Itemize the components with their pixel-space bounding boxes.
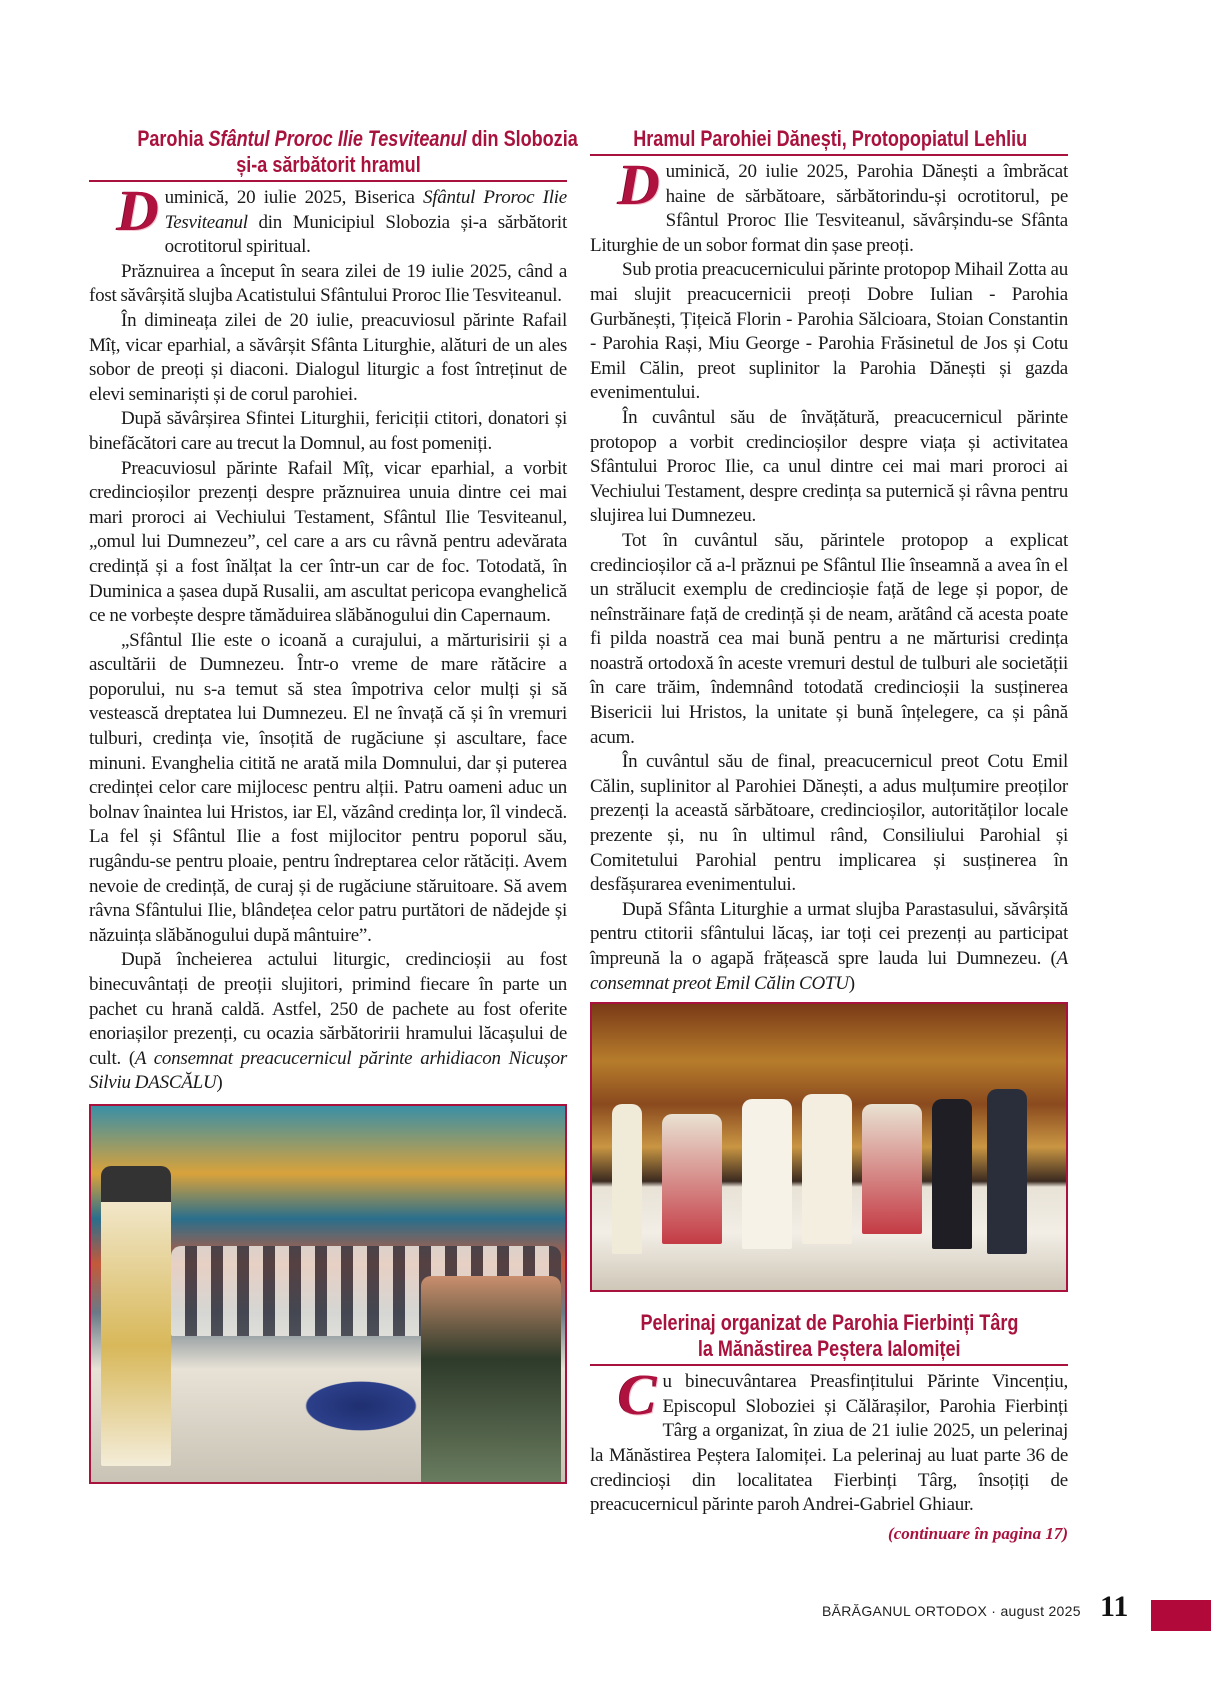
title-line2: și-a sărbătorit hramul — [235, 152, 421, 177]
paragraph: Tot în cuvântul său, părintele protopop a explicat credincioșilor că a-l prăznui pe Sfântul Ilie înseamnă a avea în el un strălucit exemplu de credincioșie față de lege și popor, de neînstrăinare față de credință și de neam, arătând că acesta poate fi pilda noastră cea mai bună pentru a ne mărturisi credința noastră ortodoxă în aceste vremuri destul de tulburi ale societății în care trăim, îndemnând totodată credincioșii la susținerea Bisericii lui Hristos, la unitate și bună înțelegere, ca și până acum. — [590, 529, 1068, 748]
dropcap-d: D — [117, 178, 159, 243]
text: ) — [216, 1072, 223, 1094]
paragraph — [590, 1362, 1068, 1518]
priest-figure — [802, 1094, 852, 1244]
people-foreground — [421, 1276, 561, 1484]
paragraph: În dimineața zilei de 20 iulie, preacuviosul părinte Rafail Mîț, vicar eparhial, a săvârșit Sfânta Liturghie, alături de un ales sobor de preoți și diaconi. Dialogul liturgic a fost întreținut de elevi seminariști și de corul parohiei. — [89, 309, 567, 405]
text: ) — [848, 972, 855, 994]
text: După încheierea actului liturgic, credincioșii au fost binecuvântați de preoții slujitori, primind fiecare în parte un pachet cu hrană caldă. Astfel, 250 de pachete au fost oferite enoriașilor prezenți, cu ocazia sărbătoririi hramului lăcașului de cult. ( — [89, 949, 567, 1069]
priest-figure — [742, 1099, 792, 1249]
priest-figure — [932, 1099, 972, 1249]
priests-iconostasis-photo — [590, 1002, 1068, 1292]
text: din Municipiul Slobozia și-a sărbătorit ocrotitorul spiritual. — [164, 211, 567, 258]
title-line2: la Mănăstirea Peștera Ialomiței — [697, 1336, 961, 1362]
article-danesti — [590, 126, 1068, 1546]
article-title — [89, 126, 578, 182]
continuation-note: (continuare în pagina 17) — [888, 1523, 1068, 1543]
paragraph — [89, 178, 567, 260]
page-number: 11 — [1100, 1590, 1129, 1623]
text: După Sfânta Liturghie a urmat slujba Parastasului, săvârșită pentru ctitorii sfântului lăcaș, iar toți cei prezenți au participat împreună la o agapă frățească spre lauda lui Dumnezeu. ( — [590, 898, 1068, 969]
tetrapod — [862, 1104, 922, 1234]
page-footer — [0, 1590, 1211, 1635]
title-line1: Pelerinaj organizat de Parohia Fierbinți Târg — [640, 1310, 1018, 1336]
article-slobozia — [89, 126, 578, 1484]
paragraph — [590, 898, 1068, 996]
text: uminică, 20 iulie 2025, Parohia Dănești a îmbrăcat haine de sărbătoare, sărbătorindu-și ocrotitorul, pe Sfântul Proroc Ilie Tesviteanul, săvârșindu-se Sfânta Liturghie de un sobor format din șase preoți. — [590, 161, 1068, 256]
title-italic: Sfântul Proroc Ilie Tesviteanul — [208, 126, 467, 151]
paragraph: În cuvântul său de final, preacucernicul preot Cotu Emil Călin, suplinitor al Parohiei Dănești, a adus mulțumire preoților prezenți la această sărbătoare, credincioșilor, autorităților locale prezente și, nu în ultimul rând, Consiliului Parohial și Comitetului Parohial pentru implicarea și susținerea în desfășurarea evenimentului. — [590, 751, 1068, 896]
paragraph: Sub protia preacucernicului părinte protopop Mihail Zotta au mai slujit preacucernicii preoți Dobre Iulian - Parohia Gurbănești, Țițeică Florin - Parohia Sălcioara, Stoian Constantin - Parohia Rași, Miu George - Parohia Frăsinetul de Jos și Cotu Emil Călin, preot suplinitor la Parohia Dănești și gazda evenimentului. — [590, 259, 1068, 404]
paragraph: Preacuviosul părinte Rafail Mîț, vicar eparhial, a vorbit credincioșilor prezenți despre prăznuirea unuia dintre cei mai mari proroci ai Vechiului Testament, Sfântul Ilie Tesviteanul, „omul lui Dumnezeu”, cel care a ars cu râvnă pentru adevărata credință și a fost înălțat la cer într-un car de foc. Totodată, în Duminica a șasea după Rusalii, am ascultat pericopa evanghelică ce ne vorbește despre tămăduirea slăbănogului din Capernaum. — [89, 457, 567, 627]
paragraph: „Sfântul Ilie este o icoană a curajului, a mărturisirii și a ascultării de Dumnezeu. Într-o vreme de mare rătăcire a poporului, nu s-a temut să stea împotriva celor mulți și să vestească dreptatea lui Dumnezeu. El ne învață că și în vremuri tulburi, credința vie, însoțită de rugăciune și ascultare, face minuni. Evanghelia citită ne arată mila Domnului, dar și puterea credinței celor care mijlocesc pentru alții. Patru oameni aduc un bolnav înaintea lui Hristos, iar El, văzând credința lor, îl vindecă. La fel și Sfântul Ilie a fost mijlocitor pentru poporul său, rugându-se pentru ploaie, pentru îndreptarea celor rătăciți. Avem nevoie de credință, de curaj și de rugăciune stăruitoare. Să avem râvna Sfântului Ilie, blândețea celor patru purtători de nădejde și năzuința slăbănogului după mântuire”. — [89, 629, 567, 946]
tetrapod — [662, 1114, 722, 1244]
bishop-figure — [101, 1166, 171, 1466]
signature: A consemnat preacucernicul părinte arhidiacon Nicușor Silviu DASCĂLU — [89, 1047, 567, 1094]
man-figure — [987, 1089, 1027, 1254]
text-italic: Sfântul Proroc Ilie Tesviteanul — [164, 187, 567, 233]
title-text: din Slobozia — [466, 126, 578, 151]
publication-footer: BĂRĂGANUL ORTODOX · august 2025 — [822, 1603, 1081, 1619]
article-title-pelerinaj — [590, 1310, 1068, 1366]
text: u binecuvântarea Preasfințitului Părinte Vincențiu, Episcopul Sloboziei și Călărașilor, Parohia Fierbinți Târg a organizat, în ziua de 21 iulie 2025, un pelerinaj la Mănăstirea Peștera Ialomiței. La pelerinaj au luat parte 36 de credincioși din localitatea Fierbinți Târg, însoțiți de preacucernicul părinte paroh Andrei-Gabriel Ghiaur. — [590, 1371, 1068, 1516]
text: uminică, 20 iulie 2025, Biserica — [164, 187, 424, 208]
page-accent-bar — [1151, 1600, 1211, 1631]
paragraph — [89, 948, 567, 1096]
title-text: Hramul Parohiei Dănești, Protopopiatul Lehliu — [633, 126, 1028, 151]
paragraph — [590, 152, 1068, 258]
paragraph: După săvârșirea Sfintei Liturghii, fericiții ctitori, donatori și binefăcători care au trecut la Domnul, au fost pomeniți. — [89, 408, 567, 454]
title-text: Parohia — [137, 126, 209, 151]
signature: A consemnat preot Emil Călin COTU — [590, 948, 1068, 994]
article-title — [590, 126, 1068, 156]
church-interior-photo — [89, 1104, 567, 1484]
dropcap-d: D — [618, 152, 660, 217]
priest-figure — [612, 1104, 642, 1254]
paragraph: Prăznuirea a început în seara zilei de 19 iulie 2025, când a fost săvârșită slujba Acatistului Sfântului Proroc Ilie Tesviteanul. — [89, 260, 567, 307]
paragraph: În cuvântul său de învățătură, preacucernicul părinte protopop a vorbit credincioșilor despre viața și activitatea Sfântului Proroc Ilie, ca unul dintre cei mai mari proroci ai Vechiului Testament, despre credința sa puternică și râvna pentru slujirea lui Dumnezeu. — [590, 406, 1068, 527]
dropcap-c: C — [618, 1362, 657, 1428]
